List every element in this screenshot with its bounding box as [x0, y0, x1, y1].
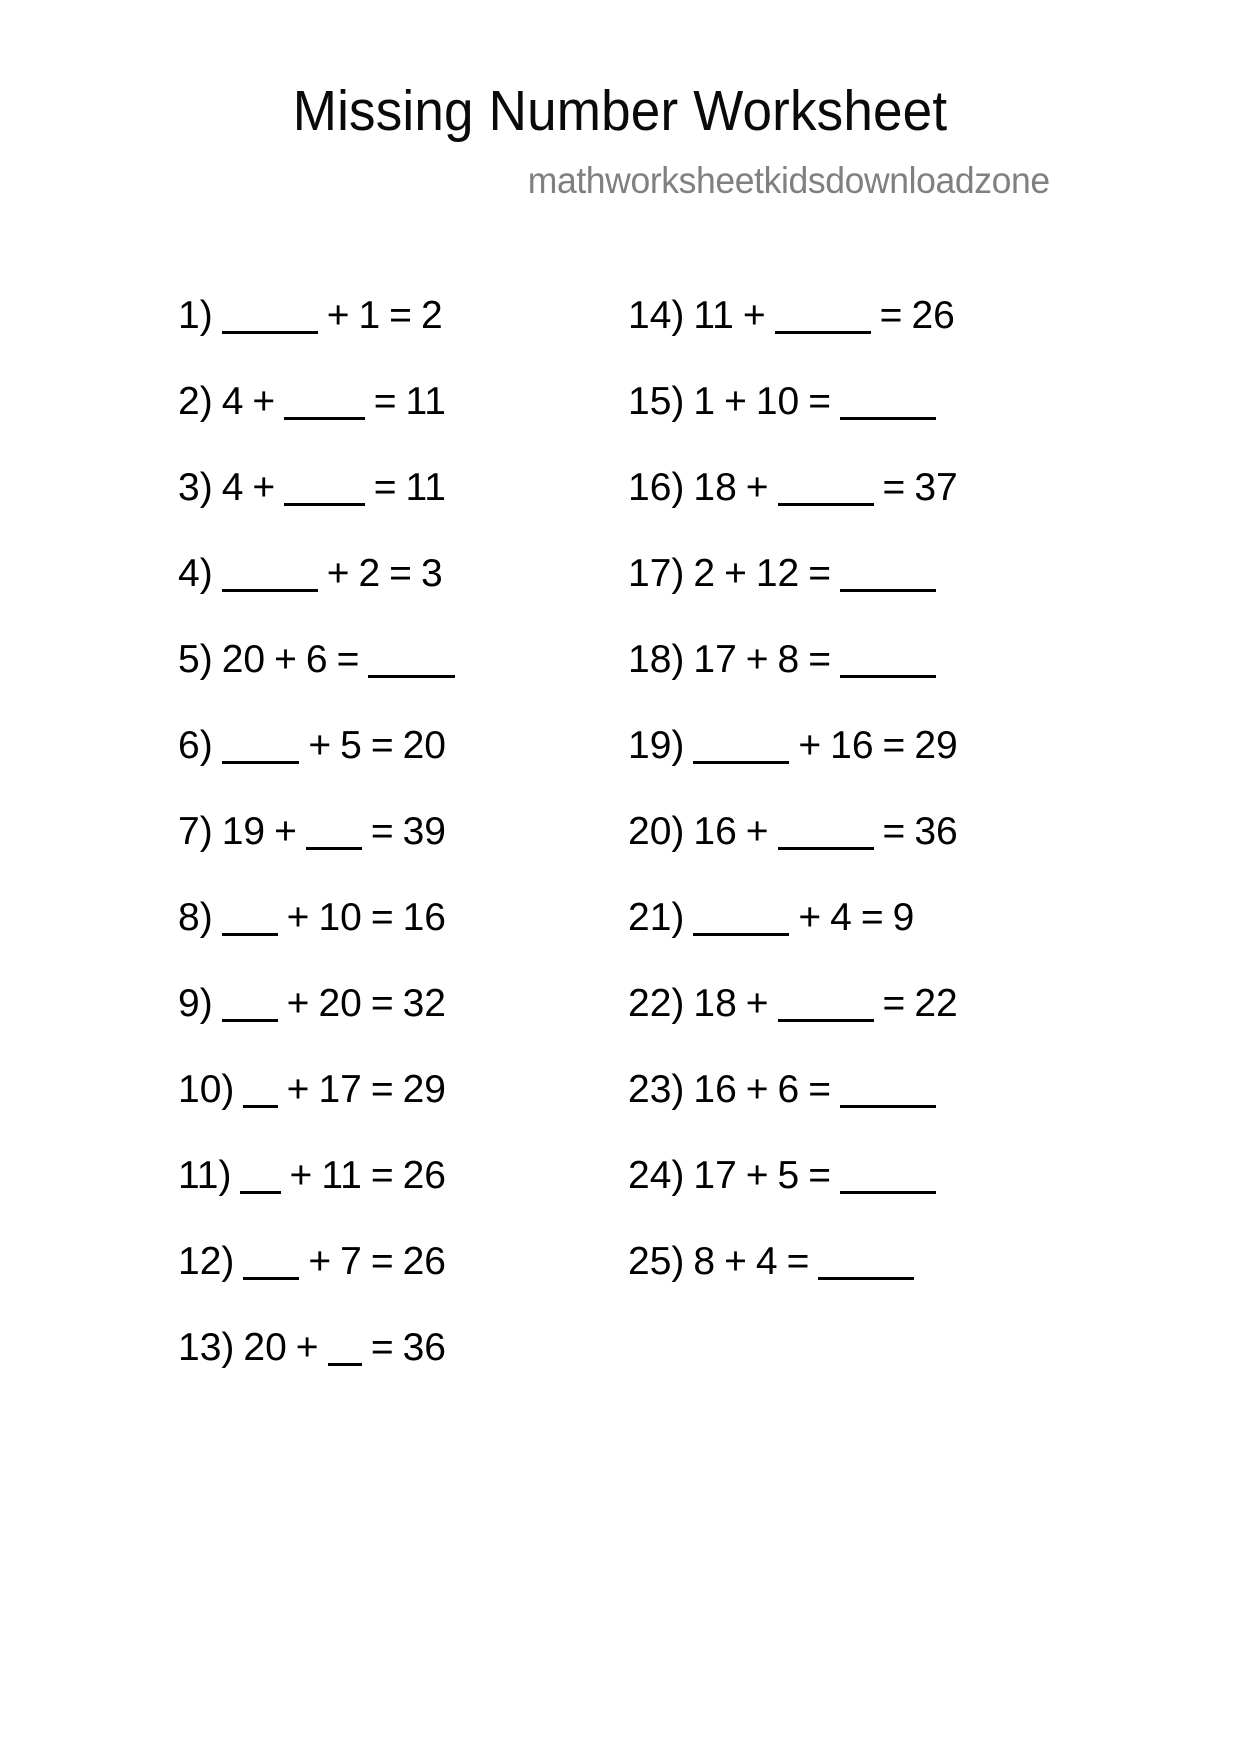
equals-operator-icon: = — [860, 896, 884, 939]
problem-number: 2) — [178, 380, 213, 423]
plus-operator-icon: + — [252, 380, 276, 423]
problem-column-right — [455, 296, 1075, 1328]
equals-operator-icon: = — [370, 810, 394, 853]
plus-operator-icon: + — [798, 724, 822, 767]
answer-blank-result[interactable] — [840, 417, 936, 420]
problem-number: 13) — [178, 1326, 235, 1369]
problem-row — [628, 898, 1075, 984]
result-value: 20 — [402, 724, 446, 767]
result-value: 22 — [914, 982, 958, 1025]
plus-operator-icon: + — [295, 1326, 319, 1369]
first-operand: 18 — [693, 466, 737, 509]
problem-row — [178, 812, 455, 898]
problem-row — [178, 296, 455, 382]
problem-row — [178, 382, 455, 468]
equals-operator-icon: = — [370, 982, 394, 1025]
plus-operator-icon: + — [724, 552, 747, 595]
result-value: 11 — [405, 380, 446, 423]
second-operand: 11 — [321, 1154, 362, 1197]
site-branding-subtitle: mathworksheetkidsdownloadzone — [528, 159, 1050, 201]
problem-row — [178, 726, 455, 812]
equals-operator-icon: = — [373, 380, 397, 423]
second-operand: 1 — [358, 294, 381, 337]
answer-blank-second-operand[interactable] — [284, 503, 365, 506]
problem-row — [628, 382, 1075, 468]
problem-number: 4) — [178, 552, 213, 595]
second-operand: 10 — [318, 896, 362, 939]
second-operand: 17 — [318, 1068, 362, 1111]
plus-operator-icon: + — [724, 380, 747, 423]
second-operand: 6 — [305, 638, 328, 681]
problem-number: 15) — [628, 380, 685, 423]
problem-number: 14) — [628, 294, 685, 337]
result-value: 36 — [914, 810, 958, 853]
answer-blank-result[interactable] — [818, 1277, 914, 1280]
answer-blank-second-operand[interactable] — [775, 331, 871, 334]
problem-row — [178, 1242, 455, 1328]
answer-blank-result[interactable] — [368, 675, 455, 678]
problem-row — [178, 1156, 455, 1242]
first-operand: 17 — [693, 638, 737, 681]
problem-row — [178, 984, 455, 1070]
problem-number: 20) — [628, 810, 685, 853]
answer-blank-first-operand[interactable] — [222, 1019, 278, 1022]
problem-column-left — [0, 296, 455, 1414]
second-operand: 12 — [755, 552, 800, 595]
problem-number: 19) — [628, 724, 685, 767]
first-operand: 16 — [693, 810, 737, 853]
equals-operator-icon: = — [370, 1068, 394, 1111]
result-value: 3 — [420, 552, 443, 595]
first-operand: 4 — [221, 380, 244, 423]
first-operand: 1 — [693, 380, 716, 423]
second-operand: 2 — [358, 552, 381, 595]
plus-operator-icon: + — [326, 552, 350, 595]
problem-row — [628, 1070, 1075, 1156]
result-value: 16 — [402, 896, 446, 939]
answer-blank-second-operand[interactable] — [306, 847, 362, 850]
second-operand: 16 — [830, 724, 874, 767]
second-operand: 5 — [777, 1154, 800, 1197]
equals-operator-icon: = — [882, 466, 906, 509]
plus-operator-icon: + — [745, 638, 769, 681]
equals-operator-icon: = — [336, 638, 360, 681]
equals-operator-icon: = — [370, 1326, 394, 1369]
result-value: 26 — [911, 294, 955, 337]
problem-row — [628, 640, 1075, 726]
first-operand: 8 — [693, 1240, 716, 1283]
problem-row — [628, 1156, 1075, 1242]
problem-row — [178, 1070, 455, 1156]
first-operand: 18 — [693, 982, 737, 1025]
equals-operator-icon: = — [389, 294, 412, 337]
result-value: 9 — [892, 896, 915, 939]
problem-row — [628, 984, 1075, 1070]
equals-operator-icon: = — [808, 380, 832, 423]
result-value: 29 — [914, 724, 958, 767]
problem-number: 11) — [178, 1154, 232, 1197]
equals-operator-icon: = — [370, 1240, 394, 1283]
first-operand: 2 — [693, 552, 716, 595]
problem-number: 10) — [178, 1068, 235, 1111]
first-operand: 20 — [243, 1326, 287, 1369]
problem-row — [628, 554, 1075, 640]
second-operand: 8 — [777, 638, 800, 681]
answer-blank-first-operand[interactable] — [222, 933, 278, 936]
answer-blank-result[interactable] — [840, 1191, 936, 1194]
page-title: Missing Number Worksheet — [292, 79, 948, 143]
answer-blank-first-operand[interactable] — [222, 761, 300, 764]
problem-row — [178, 640, 455, 726]
plus-operator-icon: + — [286, 896, 310, 939]
first-operand: 16 — [693, 1068, 737, 1111]
first-operand: 11 — [693, 294, 734, 337]
plus-operator-icon: + — [286, 1068, 310, 1111]
equals-operator-icon: = — [786, 1240, 810, 1283]
problem-row — [628, 726, 1075, 812]
answer-blank-first-operand[interactable] — [693, 761, 789, 764]
plus-operator-icon: + — [286, 982, 310, 1025]
problem-row — [628, 1242, 1075, 1328]
answer-blank-second-operand[interactable] — [328, 1363, 362, 1366]
answer-blank-first-operand[interactable] — [240, 1191, 280, 1194]
answer-blank-first-operand[interactable] — [222, 331, 318, 334]
problem-number: 8) — [178, 896, 213, 939]
problem-number: 17) — [628, 552, 685, 595]
plus-operator-icon: + — [745, 466, 769, 509]
equals-operator-icon: = — [882, 810, 906, 853]
equals-operator-icon: = — [882, 724, 906, 767]
plus-operator-icon: + — [745, 810, 769, 853]
second-operand: 7 — [340, 1240, 362, 1283]
answer-blank-second-operand[interactable] — [778, 847, 874, 850]
result-value: 11 — [405, 466, 446, 509]
equals-operator-icon: = — [879, 294, 903, 337]
answer-blank-result[interactable] — [840, 589, 936, 592]
problem-row — [178, 1328, 455, 1414]
result-value: 32 — [402, 982, 446, 1025]
problem-number: 9) — [178, 982, 213, 1025]
answer-blank-first-operand[interactable] — [222, 589, 318, 592]
problem-number: 25) — [628, 1240, 685, 1283]
plus-operator-icon: + — [798, 896, 822, 939]
problem-number: 7) — [178, 810, 213, 853]
result-value: 36 — [402, 1326, 446, 1369]
problem-row — [178, 468, 455, 554]
problem-number: 23) — [628, 1068, 685, 1111]
problem-number: 24) — [628, 1154, 685, 1197]
plus-operator-icon: + — [289, 1154, 313, 1197]
result-value: 29 — [402, 1068, 446, 1111]
plus-operator-icon: + — [308, 724, 332, 767]
equals-operator-icon: = — [808, 1068, 832, 1111]
plus-operator-icon: + — [742, 294, 766, 337]
answer-blank-second-operand[interactable] — [778, 503, 874, 506]
result-value: 26 — [402, 1154, 446, 1197]
second-operand: 5 — [340, 724, 362, 767]
problem-number: 18) — [628, 638, 685, 681]
equals-operator-icon: = — [373, 466, 397, 509]
problem-number: 1) — [178, 294, 213, 337]
plus-operator-icon: + — [745, 982, 769, 1025]
result-value: 26 — [402, 1240, 446, 1283]
problem-number: 16) — [628, 466, 685, 509]
result-value: 39 — [402, 810, 446, 853]
problem-row — [628, 468, 1075, 554]
first-operand: 17 — [693, 1154, 737, 1197]
equals-operator-icon: = — [370, 896, 394, 939]
plus-operator-icon: + — [252, 466, 276, 509]
result-value: 37 — [914, 466, 958, 509]
subtitle-row — [0, 160, 1240, 202]
equals-operator-icon: = — [370, 724, 394, 767]
problem-row — [628, 812, 1075, 898]
second-operand: 10 — [755, 380, 800, 423]
first-operand: 20 — [221, 638, 266, 681]
first-operand: 4 — [221, 466, 244, 509]
second-operand: 6 — [777, 1068, 800, 1111]
equals-operator-icon: = — [808, 552, 832, 595]
problem-number: 21) — [628, 896, 685, 939]
answer-blank-second-operand[interactable] — [778, 1019, 874, 1022]
equals-operator-icon: = — [389, 552, 412, 595]
plus-operator-icon: + — [308, 1240, 332, 1283]
plus-operator-icon: + — [274, 638, 297, 681]
plus-operator-icon: + — [745, 1068, 769, 1111]
problem-number: 6) — [178, 724, 213, 767]
problem-row — [178, 898, 455, 984]
problem-number: 22) — [628, 982, 685, 1025]
plus-operator-icon: + — [274, 810, 297, 853]
equals-operator-icon: = — [882, 982, 906, 1025]
answer-blank-result[interactable] — [840, 675, 936, 678]
equals-operator-icon: = — [370, 1154, 394, 1197]
problem-row — [628, 296, 1075, 382]
first-operand: 19 — [221, 810, 266, 853]
problem-grid — [0, 296, 1240, 1414]
result-value: 2 — [420, 294, 443, 337]
answer-blank-first-operand[interactable] — [243, 1105, 277, 1108]
second-operand: 20 — [318, 982, 362, 1025]
plus-operator-icon: + — [326, 294, 350, 337]
worksheet-header — [0, 0, 1240, 202]
answer-blank-result[interactable] — [840, 1105, 936, 1108]
plus-operator-icon: + — [724, 1240, 747, 1283]
equals-operator-icon: = — [808, 1154, 832, 1197]
second-operand: 4 — [755, 1240, 778, 1283]
problem-number: 5) — [178, 638, 213, 681]
problem-number: 3) — [178, 466, 213, 509]
problem-number: 12) — [178, 1240, 235, 1283]
plus-operator-icon: + — [745, 1154, 769, 1197]
second-operand: 4 — [830, 896, 852, 939]
answer-blank-first-operand[interactable] — [693, 933, 789, 936]
answer-blank-second-operand[interactable] — [284, 417, 365, 420]
equals-operator-icon: = — [808, 638, 832, 681]
problem-row — [178, 554, 455, 640]
answer-blank-first-operand[interactable] — [243, 1277, 299, 1280]
